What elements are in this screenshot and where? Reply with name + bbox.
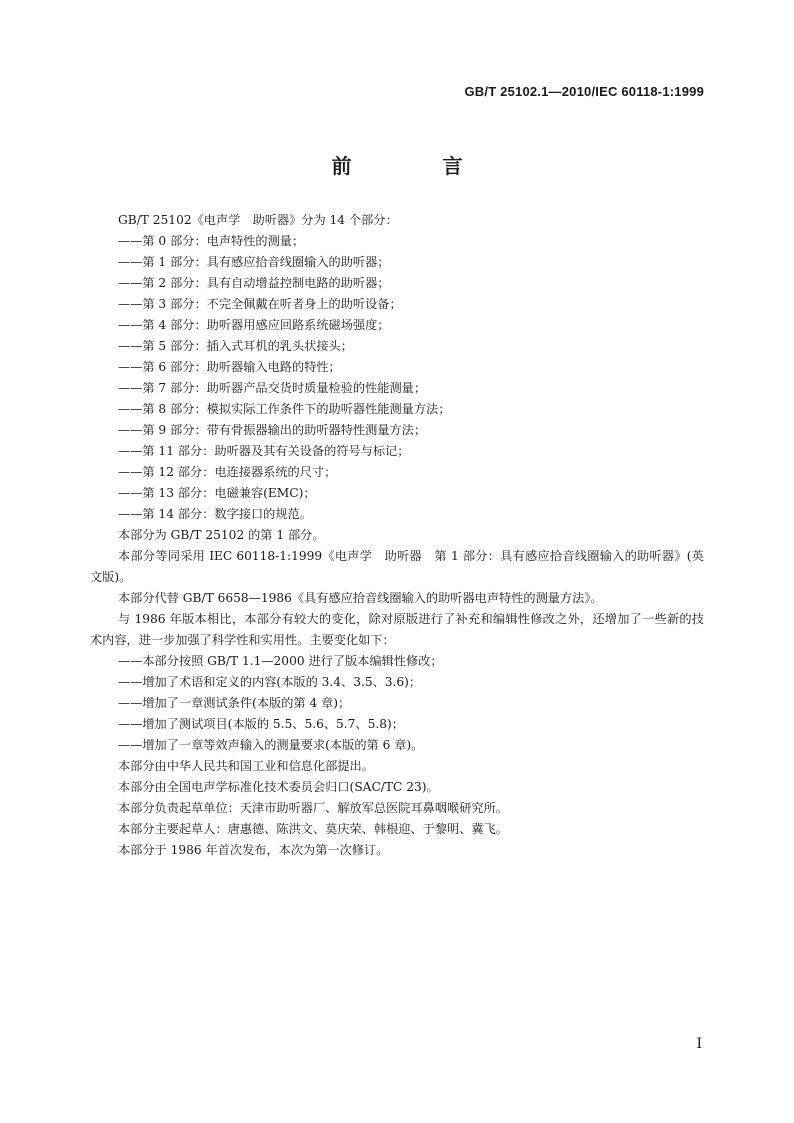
list-item-part-2: ——第 2 部分：具有自动增益控制电路的助听器；: [118, 276, 390, 290]
page-number: I: [696, 1036, 702, 1052]
list-item-part-6: ——第 6 部分：助听器输入电路的特性；: [118, 360, 341, 374]
list-item-change-2: ——增加了术语和定义的内容(本版的 3.4、3.5、3.6)；: [118, 675, 422, 689]
paragraph-series-intro: GB/T 25102《电声学 助听器》分为 14 个部分：: [118, 213, 398, 227]
list-item-change-4: ——增加了测试项目(本版的 5.5、5.6、5.7、5.8)；: [118, 717, 404, 731]
list-item-change-1: ——本部分按照 GB/T 1.1—2000 进行了版本编辑性修改；: [118, 654, 443, 668]
list-item-part-4: ——第 4 部分：助听器用感应回路系统磁场强度；: [118, 318, 390, 332]
list-item-part-3: ——第 3 部分：不完全佩戴在听者身上的助听设备；: [118, 297, 402, 311]
paragraph-equivalent-adoption: 本部分等同采用 IEC 60118-1:1999《电声学 助听器 第 1 部分：具有感应拾音线圈输入的助听器》(英文版)。: [90, 549, 704, 584]
foreword-body: [90, 210, 704, 861]
list-item-change-5: ——增加了一章等效声输入的测量要求(本版的第 6 章)。: [118, 738, 424, 752]
paragraph-centralized-by: 本部分由全国电声学标准化技术委员会归口(SAC/TC 23)。: [118, 780, 439, 794]
standard-code-header: GB/T 25102.1—2010/IEC 60118-1:1999: [464, 84, 704, 99]
paragraph-changes-intro: 与 1986 年版本相比，本部分有较大的变化，除对原版进行了补充和编辑性修改之外，还增加了一些新的技术内容，进一步加强了科学性和实用性。主要变化如下：: [90, 612, 704, 647]
paragraph-drafters: 本部分主要起草人：唐惠德、陈洪文、莫庆荣、韩根迎、于黎明、冀飞。: [118, 822, 508, 836]
paragraph-replaces: 本部分代替 GB/T 6658—1986《具有感应拾音线圈输入的助听器电声特性的测量方法》。: [118, 591, 603, 605]
list-item-part-0: ——第 0 部分：电声特性的测量；: [118, 234, 305, 248]
paragraph-proposed-by: 本部分由中华人民共和国工业和信息化部提出。: [118, 759, 374, 773]
list-item-part-9: ——第 9 部分：带有骨振器输出的助听器特性测量方法；: [118, 423, 427, 437]
paragraph-history: 本部分于 1986 年首次发布，本次为第一次修订。: [118, 843, 389, 857]
paragraph-drafting-units: 本部分负责起草单位：天津市助听器厂、解放军总医院耳鼻咽喉研究所。: [118, 801, 508, 815]
list-item-part-14: ——第 14 部分：数字接口的规范。: [118, 507, 312, 521]
page-title: 前 言: [331, 154, 505, 178]
list-item-part-11: ——第 11 部分：助听器及其有关设备的符号与标记；: [118, 444, 410, 458]
list-item-change-3: ——增加了一章测试条件(本版的第 4 章)；: [118, 696, 351, 710]
list-item-part-5: ——第 5 部分：插入式耳机的乳头状接头；: [118, 339, 353, 353]
list-item-part-12: ——第 12 部分：电连接器系统的尺寸；: [118, 465, 337, 479]
list-item-part-1: ——第 1 部分：具有感应拾音线圈输入的助听器；: [118, 255, 390, 269]
list-item-part-13: ——第 13 部分：电磁兼容(EMC)；: [118, 486, 316, 500]
list-item-part-8: ——第 8 部分：模拟实际工作条件下的助听器性能测量方法；: [118, 402, 451, 416]
paragraph-this-part: 本部分为 GB/T 25102 的第 1 部分。: [118, 528, 325, 542]
list-item-part-7: ——第 7 部分：助听器产品交货时质量检验的性能测量；: [118, 381, 427, 395]
